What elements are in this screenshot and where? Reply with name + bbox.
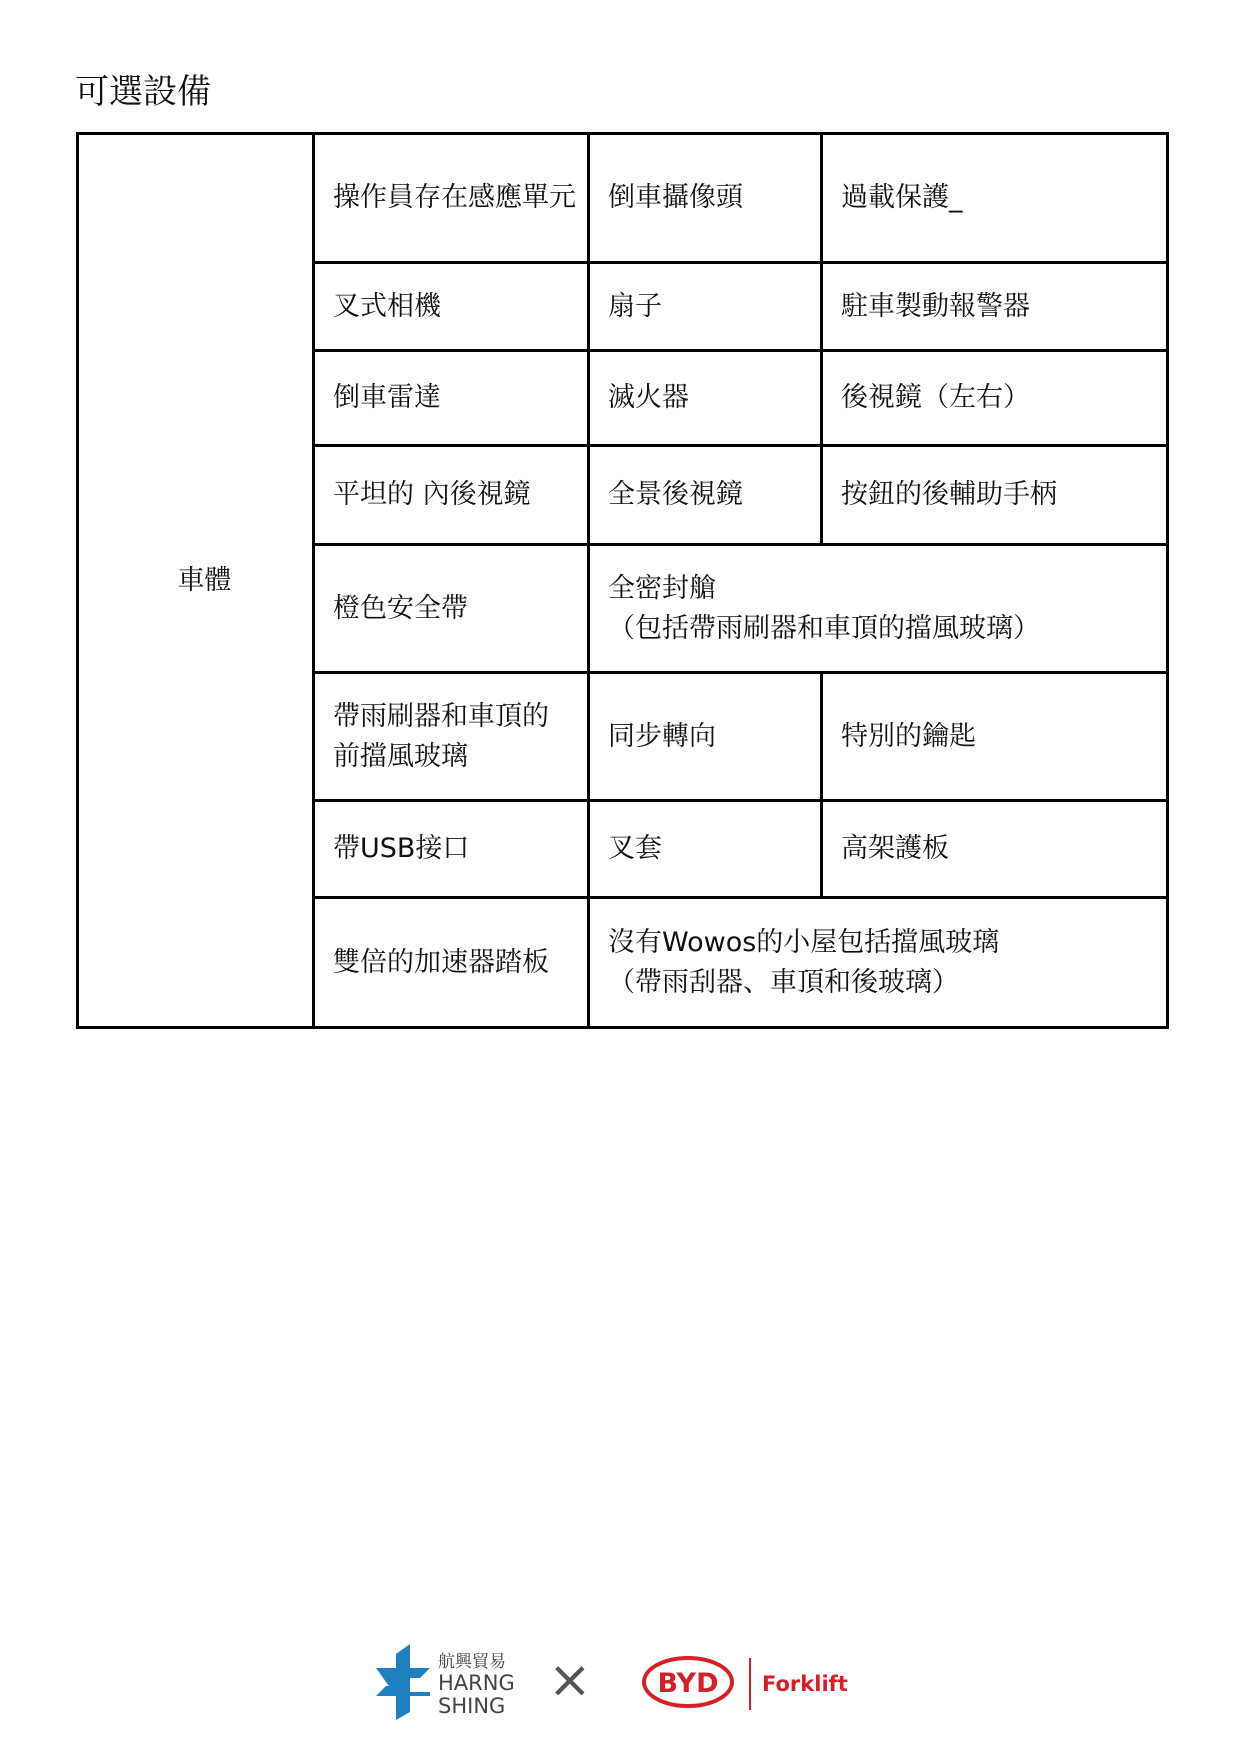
table-cell: 滅火器 [589, 351, 822, 446]
byd-logo-text: BYD [657, 1668, 719, 1699]
table-cell: 帶雨刷器和車頂的 前擋風玻璃 [314, 673, 589, 801]
table-cell: 過載保護_ [822, 134, 1168, 263]
table-cell: 全景後視鏡 [589, 446, 822, 545]
category-cell: 車體 [78, 134, 314, 1028]
harng-shing-logo-icon [376, 1644, 430, 1720]
table-cell: 平坦的 內後視鏡 [314, 446, 589, 545]
table-cell: 叉式相機 [314, 263, 589, 351]
table-cell: 沒有Wowos的小屋包括擋風玻璃 （帶雨刮器、車頂和後玻璃） [589, 898, 1168, 1028]
table-cell: 操作員存在感應單元 [314, 134, 589, 263]
table-cell: 後視鏡（左右） [822, 351, 1168, 446]
table-cell: 特別的鑰匙 [822, 673, 1168, 801]
harng-shing-en-2: SHING [438, 1694, 506, 1718]
table-cell: 雙倍的加速器踏板 [314, 898, 589, 1028]
forklift-text: Forklift [762, 1672, 848, 1696]
footer-logos [370, 1640, 850, 1720]
table-cell: 倒車雷達 [314, 351, 589, 446]
table-cell: 全密封艙 （包括帶雨刷器和車頂的擋風玻璃） [589, 545, 1168, 673]
table-cell: 按鈕的後輔助手柄 [822, 446, 1168, 545]
footer-logo-svg [370, 1640, 850, 1720]
table-cell: 同步轉向 [589, 673, 822, 801]
logo-shape [396, 1696, 410, 1720]
harng-shing-cn: 航興貿易 [438, 1652, 506, 1672]
equipment-table [76, 132, 1169, 1029]
page-title: 可選設備 [75, 72, 211, 112]
table-cell: 高架護板 [822, 801, 1168, 898]
logo-shape [376, 1644, 430, 1696]
table-cell: 扇子 [589, 263, 822, 351]
table-cell: 駐車製動報警器 [822, 263, 1168, 351]
cross-separator: × [548, 1650, 592, 1710]
harng-shing-en-1: HARNG [438, 1671, 515, 1695]
table-cell: 橙色安全帶 [314, 545, 589, 673]
table-cell: 帶USB接口 [314, 801, 589, 898]
table-row [78, 134, 1168, 263]
table-cell: 倒車攝像頭 [589, 134, 822, 263]
table-cell: 叉套 [589, 801, 822, 898]
